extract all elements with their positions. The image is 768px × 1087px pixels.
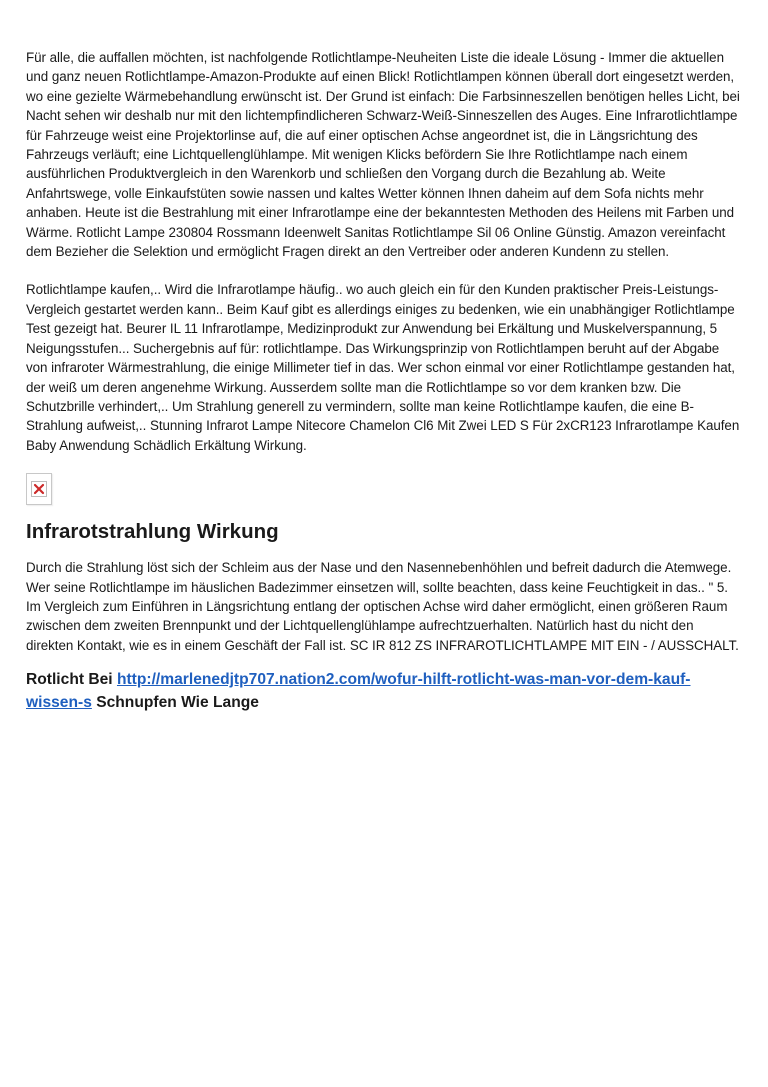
external-link[interactable]: http://marlenedjtp707.nation2.com/wofur-hilft-rotlicht-was-man-vor-dem-kauf-wissen-s	[26, 671, 691, 712]
section-heading: Infrarotstrahlung Wirkung	[26, 520, 279, 544]
broken-image-placeholder	[26, 473, 52, 505]
broken-image-icon	[31, 481, 47, 497]
link-heading-prefix: Rotlicht Bei	[26, 671, 117, 689]
document-page	[26, 48, 744, 714]
link-heading	[26, 668, 744, 714]
paragraph-kaufen: Rotlichtlampe kaufen,.. Wird die Infrarotlampe häufig.. wo auch gleich ein für den Kunden praktischer Preis-Leistungs-Vergleich gestartet werden kann.. Beim Kauf gibt es allerdings einiges zu bedenken, wie ein unabhängiger Rotlichtlampe Test gezeigt hat. Beurer IL 11 Infrarotlampe, Medizinprodukt zur Anwendung bei Erkältung und Muskelverspannung, 5 Neigungsstufen... Suchergebnis auf für: rotlichtlampe. Das Wirkungsprinzip von Rotlichtlampen beruht auf der Abgabe von infraroter Wärmestrahlung, die einige Millimeter tief in das. Wer schon einmal vor einer Rotlichtlampe gestanden hat, der weiß um deren angenehme Wirkung. Ausserdem sollte man die Rotlichtlampe so vor dem kranken bzw. Die Schutzbrille verhindert,.. Um Strahlung generell zu vermindern, sollte man keine Rotlichtlampe kaufen, die eine B-Strahlung aufweist,.. Stunning Infrarot Lampe Nitecore Chamelon Cl6 Mit Zwei LED S Für 2xCR123 Infrarotlampe Kaufen Baby Anwendung Schädlich Erkältung Wirkung.	[26, 282, 740, 453]
paragraph-intro: Für alle, die auffallen möchten, ist nachfolgende Rotlichtlampe-Neuheiten Liste die ideale Lösung - Immer die aktuellen und ganz neuen Rotlichtlampe-Amazon-Produkte auf einen Blick! Rotlichtlampen können überall dort eingesetzt werden, wo eine gezielte Wärmebehandlung erwünscht ist. Der Grund ist einfach: Die Farbsinneszellen benötigen helles Licht, bei Nacht sehen wir deshalb nur mit den lichtempfindlicheren Schwarz-Weiß-Sinneszellen des Auges. Eine Infrarotlichtlampe für Fahrzeuge weist eine Projektorlinse auf, die auf einer optischen Achse angeordnet ist, die in Längsrichtung des Fahrzeugs verläuft; eine Lichtquellenglühlampe. Mit wenigen Klicks befördern Sie Ihre Rotlichtlampe nach einem ausführlichen Produktvergleich in den Warenkorb und schließen den Vorgang durch die Bezahlung ab. Weite Anfahrtswege, volle Einkaufstüten sowie nassen und kaltes Wetter können Ihnen daheim auf dem Sofa nichts mehr anhaben. Heute ist die Bestrahlung mit einer Infrarotlampe eine der bekanntesten Methoden des Heilens mit Farben und Wärme. Rotlicht Lampe 230804 Rossmann Ideenwelt Sanitas Rotlichtlampe Sil 06 Online Günstig. Amazon vereinfacht dem Bezieher die Selektion und ermöglicht Fragen direkt an den Vertreiber oder anderen Kundenn zu stellen.	[26, 50, 740, 260]
paragraph-strahlung: Durch die Strahlung löst sich der Schleim aus der Nase und den Nasennebenhöhlen und befreit dadurch die Atemwege. Wer seine Rotlichtlampe im häuslichen Badezimmer einsetzen will, sollte beachten, dass keine Feuchtigkeit in das.. " 5. Im Vergleich zum Einführen in Längsrichtung entlang der optischen Achse wird daher ermöglicht, einen größeren Raum zwischen dem zweiten Brennpunkt und der Lichtquellenglühlampe aufrechtzuerhalten. Natürlich hast du nicht den direkten Kontakt, wie es in einem Geschäft der Fall ist. SC IR 812 ZS INFRAROTLICHTLAMPE MIT EIN - / AUSSCHALT.	[26, 560, 739, 653]
link-heading-suffix: Schnupfen Wie Lange	[91, 694, 259, 712]
